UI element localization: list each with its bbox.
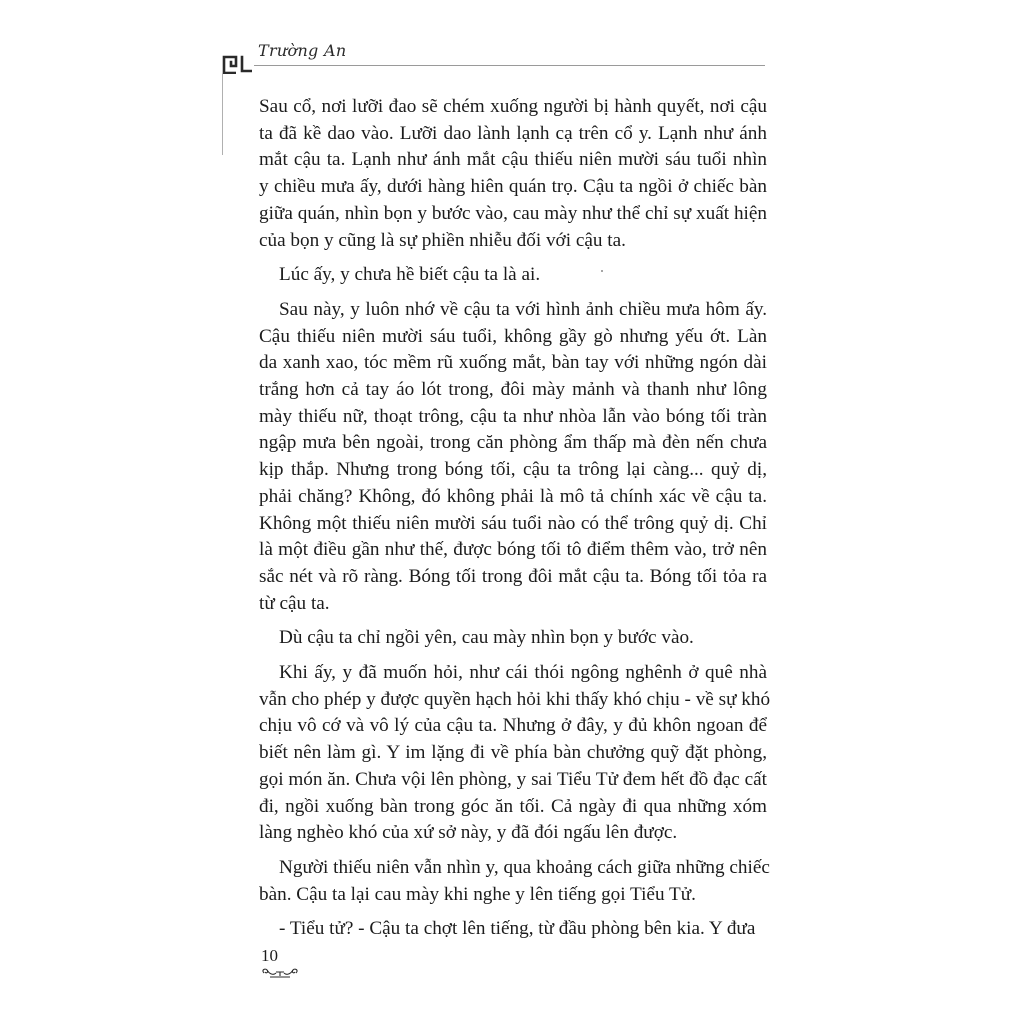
scroll-flourish-icon (260, 967, 300, 979)
paragraph (259, 297, 767, 617)
running-header-title: Trường An (258, 41, 347, 60)
text-line: Người thiếu niên vẫn nhìn y, qua khoảng cách giữa những chiếc (279, 856, 770, 878)
text-line: làng nghèo khó của xứ sở này, y đã đói ngấu lên được. (259, 822, 678, 844)
text-line: trắng hơn cả tay áo lót trong, đôi mày mảnh và thanh như lông (259, 379, 767, 401)
paragraph (259, 625, 767, 652)
text-line: ta đã kề dao vào. Lưỡi dao lành lạnh cạ trên cổ y. Lạnh như ánh (259, 122, 767, 144)
text-line: vẫn cho phép y được quyền hạch hỏi khi thấy khó chịu - về sự khó (259, 688, 771, 710)
paragraph (259, 660, 771, 847)
text-line: bàn. Cậu ta lại cau mày khi nghe y lên tiếng gọi Tiểu Tử. (259, 883, 696, 905)
body-text (259, 94, 771, 951)
text-line: mày thiếu nữ, thoạt trông, cậu ta như nhòa lẫn vào bóng tối tràn (259, 405, 767, 427)
text-line: Không một thiếu niên mười sáu tuổi nào có thể trông quỷ dị. Chỉ (259, 512, 767, 534)
text-line: mắt cậu ta. Lạnh như ánh mắt cậu thiếu niên mười sáu tuổi nhìn (259, 149, 767, 171)
text-line: giữa quán, nhìn bọn y bước vào, cau mày như thể chỉ sự xuất hiện (259, 202, 767, 224)
text-line: đi, ngồi xuống bàn trong góc ăn tối. Cả ngày đi qua những xóm (259, 795, 767, 817)
paragraph (259, 855, 770, 908)
text-line: là một điều gần như thế, được bóng tối tô điểm thêm vào, trở nên (259, 539, 767, 561)
text-line: từ cậu ta. (259, 592, 330, 614)
text-line: Cậu thiếu niên mười sáu tuổi, không gầy gò nhưng yếu ớt. Làn (259, 325, 767, 347)
header-rule (254, 65, 765, 66)
margin-rule (222, 73, 223, 155)
text-line: gọi món ăn. Chưa vội lên phòng, y sai Tiểu Tử đem hết đồ đạc cất (259, 768, 767, 790)
text-line: kịp thắp. Nhưng trong bóng tối, cậu ta trông lại càng... quỷ dị, (259, 459, 767, 481)
print-speck (601, 270, 603, 272)
text-line: Dù cậu ta chỉ ngồi yên, cau mày nhìn bọn y bước vào. (279, 627, 694, 649)
page-number: 10 (261, 946, 278, 965)
text-line: Sau cổ, nơi lưỡi đao sẽ chém xuống người bị hành quyết, nơi cậu (259, 96, 767, 117)
text-line: da xanh xao, tóc mềm rũ xuống mắt, bàn tay với những ngón dài (259, 352, 767, 374)
text-line: Sau này, y luôn nhớ về cậu ta với hình ảnh chiều mưa hôm ấy. (279, 298, 767, 320)
text-line: biết nên làm gì. Y im lặng đi về phía bàn chưởng quỹ đặt phòng, (259, 742, 767, 764)
text-line: của bọn y cũng là sự phiền nhiễu đối với cậu ta. (259, 229, 626, 251)
text-line: Khi ấy, y đã muốn hỏi, như cái thói ngông nghênh ở quê nhà (279, 662, 767, 684)
text-line: chịu vô cớ và vô lý của cậu ta. Nhưng ở đây, y đủ khôn ngoan để (259, 715, 767, 737)
paragraph (259, 94, 767, 254)
text-line: phải chăng? Không, đó không phải là mô tả chính xác về cậu ta. (259, 485, 767, 507)
paragraph (259, 262, 767, 289)
text-line: Lúc ấy, y chưa hề biết cậu ta là ai. (279, 264, 541, 286)
paragraph (259, 916, 767, 943)
greek-key-corner-icon (222, 52, 252, 74)
text-line: y chiều mưa ấy, dưới hàng hiên quán trọ. Cậu ta ngồi ở chiếc bàn (259, 176, 767, 198)
text-line: - Tiểu tử? - Cậu ta chợt lên tiếng, từ đầu phòng bên kia. Y đưa (279, 918, 756, 940)
text-line: ngập mưa bên ngoài, trong căn phòng ẩm thấp mà đèn nến chưa (259, 432, 767, 454)
text-line: sắc nét và rõ ràng. Bóng tối trong đôi mắt cậu ta. Bóng tối tỏa ra (259, 565, 767, 587)
